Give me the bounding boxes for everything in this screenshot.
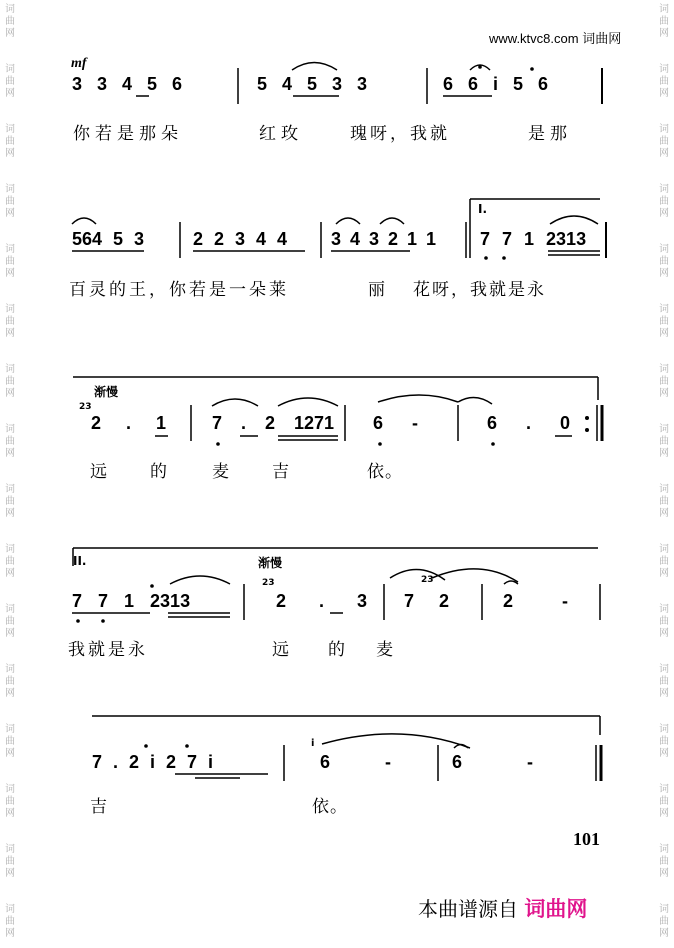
watermark-char: 词 bbox=[5, 664, 15, 675]
watermark-char: 曲 bbox=[659, 616, 669, 627]
slur bbox=[212, 399, 258, 406]
slur bbox=[336, 218, 360, 224]
watermark-char: 曲 bbox=[5, 856, 15, 867]
watermark-char: 曲 bbox=[659, 736, 669, 747]
watermark-char: 网 bbox=[5, 568, 15, 579]
slur bbox=[278, 398, 338, 406]
line3-lyric-b: 的 bbox=[150, 462, 168, 482]
watermark-char: 词 bbox=[5, 364, 15, 375]
watermark-char: 曲 bbox=[659, 916, 669, 927]
line5-measure2: 6 - bbox=[320, 752, 392, 772]
watermark-char: 词 bbox=[5, 4, 15, 15]
watermark-char: 词 bbox=[659, 544, 669, 555]
site-name[interactable]: 词曲网 bbox=[582, 31, 622, 46]
line4-lyric-a: 我就是永 bbox=[68, 640, 148, 660]
watermark-char: 网 bbox=[659, 88, 669, 99]
watermark-char: 词 bbox=[659, 904, 669, 915]
watermark-char: 词 bbox=[5, 184, 15, 195]
watermark-char: 网 bbox=[659, 688, 669, 699]
watermark-char: 词 bbox=[5, 64, 15, 75]
octave-dot bbox=[150, 584, 154, 588]
slur bbox=[72, 218, 96, 224]
watermark-char: 网 bbox=[659, 28, 669, 39]
repeat-dot bbox=[585, 428, 589, 432]
line4-grace-notes-a: 23 bbox=[262, 578, 275, 588]
watermark-char: 词 bbox=[5, 724, 15, 735]
line5-lyric-b: 依。 bbox=[312, 797, 348, 817]
repeat-dot bbox=[585, 416, 589, 420]
line4-measure4: 2 - bbox=[503, 591, 569, 611]
line4-measure3: 7 2 bbox=[404, 591, 450, 611]
watermark-char: 曲 bbox=[5, 256, 15, 267]
watermark-char: 词 bbox=[5, 124, 15, 135]
line4-lyric-b: 远 bbox=[272, 640, 290, 660]
slur bbox=[458, 397, 492, 404]
slur bbox=[390, 569, 445, 580]
line1-lyric-a: 你若是那朵 bbox=[73, 124, 183, 144]
watermark-char: 网 bbox=[659, 508, 669, 519]
watermark-char: 曲 bbox=[5, 796, 15, 807]
site-url[interactable]: www.ktvc8.com bbox=[489, 31, 579, 46]
octave-dot bbox=[491, 442, 495, 446]
line3-lyric-c: 麦 bbox=[212, 462, 230, 482]
watermark-char: 曲 bbox=[659, 436, 669, 447]
watermark-char: 词 bbox=[5, 244, 15, 255]
source-label: 本曲谱源自 bbox=[418, 897, 518, 921]
slur bbox=[170, 576, 230, 584]
watermark-char: 网 bbox=[5, 808, 15, 819]
line1-measure3: 6 6 i 5 6 bbox=[443, 74, 549, 94]
watermark-char: 网 bbox=[5, 628, 15, 639]
watermark-char: 曲 bbox=[5, 436, 15, 447]
watermark-char: 词 bbox=[659, 424, 669, 435]
dynamics-mark: mf bbox=[71, 56, 87, 71]
volta-second-label: II. bbox=[73, 554, 87, 568]
watermark-char: 网 bbox=[659, 148, 669, 159]
watermark-char: 词 bbox=[659, 604, 669, 615]
octave-dot bbox=[484, 256, 488, 260]
watermark-char: 网 bbox=[5, 88, 15, 99]
octave-dot bbox=[76, 619, 80, 623]
octave-dot bbox=[378, 442, 382, 446]
line3-measure3: 6 - bbox=[373, 413, 419, 433]
page-number: 101 bbox=[573, 829, 600, 849]
watermark-char: 词 bbox=[5, 784, 15, 795]
watermark-char: 词 bbox=[659, 784, 669, 795]
watermark-char: 曲 bbox=[5, 76, 15, 87]
source-brand[interactable]: 词曲网 bbox=[524, 897, 588, 921]
watermark-char: 曲 bbox=[5, 316, 15, 327]
watermark-char: 网 bbox=[5, 748, 15, 759]
line1-lyric-b: 红玫 bbox=[259, 124, 303, 144]
watermark-char: 词 bbox=[5, 424, 15, 435]
slur bbox=[380, 218, 404, 224]
watermark-char: 词 bbox=[659, 304, 669, 315]
watermark-char: 曲 bbox=[659, 76, 669, 87]
octave-dot bbox=[185, 744, 189, 748]
watermark-char: 网 bbox=[659, 928, 669, 939]
watermark-char: 词 bbox=[5, 304, 15, 315]
watermark-char: 网 bbox=[5, 148, 15, 159]
line3-measure1: 2 . 1 bbox=[91, 413, 167, 433]
line1-lyric-d: 是那 bbox=[528, 124, 572, 144]
line2-measure4: 7 7 1 2313 bbox=[480, 229, 587, 249]
watermark-char: 词 bbox=[659, 64, 669, 75]
line5-measure3: 6 - bbox=[452, 752, 534, 772]
line2-measure1: 564 5 3 bbox=[72, 229, 145, 249]
watermark-char: 网 bbox=[5, 508, 15, 519]
watermark-char: 词 bbox=[659, 664, 669, 675]
watermark-char: 词 bbox=[659, 364, 669, 375]
watermark-char: 曲 bbox=[5, 196, 15, 207]
watermark-char: 网 bbox=[659, 328, 669, 339]
octave-dot bbox=[101, 619, 105, 623]
slur bbox=[322, 734, 470, 748]
watermark-char: 词 bbox=[659, 184, 669, 195]
watermark-char: 网 bbox=[659, 268, 669, 279]
watermark-char: 网 bbox=[659, 208, 669, 219]
watermark-char: 曲 bbox=[5, 676, 15, 687]
watermark-char: 网 bbox=[5, 268, 15, 279]
octave-dot bbox=[216, 442, 220, 446]
volta-first-label: I. bbox=[478, 202, 488, 216]
watermark-char: 网 bbox=[659, 808, 669, 819]
watermark-char: 词 bbox=[659, 484, 669, 495]
line4-measure2: 2 . 3 bbox=[276, 591, 368, 611]
line2-lyric-b: 丽 bbox=[368, 280, 386, 300]
watermark-char: 曲 bbox=[5, 136, 15, 147]
line2-measure3: 3 4 3 2 1 1 bbox=[331, 229, 437, 249]
watermark-char: 网 bbox=[5, 208, 15, 219]
line5-grace-note: i bbox=[311, 738, 315, 749]
watermark-char: 词 bbox=[5, 904, 15, 915]
watermark-char: 网 bbox=[5, 388, 15, 399]
watermark-char: 曲 bbox=[659, 796, 669, 807]
watermark-char: 曲 bbox=[659, 136, 669, 147]
line4-tempo-mark: 渐慢 bbox=[258, 556, 283, 570]
watermark-char: 曲 bbox=[5, 616, 15, 627]
line4-lyric-c: 的 bbox=[328, 640, 346, 660]
line3-lyric-e: 依。 bbox=[367, 462, 403, 482]
watermark-char: 网 bbox=[5, 868, 15, 879]
watermark-char: 网 bbox=[659, 628, 669, 639]
watermark-char: 网 bbox=[5, 448, 15, 459]
octave-dot bbox=[144, 744, 148, 748]
line1-measure1: 3 3 4 5 6 bbox=[72, 74, 183, 94]
line2-measure2: 2 2 3 4 4 bbox=[193, 229, 288, 249]
line3-tempo-mark: 渐慢 bbox=[94, 385, 119, 399]
watermark-char: 曲 bbox=[5, 736, 15, 747]
line2-lyric-a: 百灵的王，你若是一朵莱 bbox=[69, 280, 289, 300]
line2-lyric-c: 花呀，我就是永 bbox=[413, 280, 546, 300]
watermark-char: 曲 bbox=[5, 16, 15, 27]
line5-measure1: 7 . 2 i 2 7 i bbox=[92, 752, 214, 772]
line4-lyric-d: 麦 bbox=[376, 640, 394, 660]
watermark-char: 词 bbox=[659, 4, 669, 15]
line1-measure2: 5 4 5 3 3 bbox=[257, 74, 368, 94]
slur bbox=[292, 63, 337, 71]
watermark-char: 曲 bbox=[659, 196, 669, 207]
watermark-char: 曲 bbox=[659, 556, 669, 567]
line3-lyric-d: 吉 bbox=[272, 462, 290, 482]
line4-measure1: 7 7 1 2313 bbox=[72, 591, 191, 611]
watermark-char: 网 bbox=[5, 328, 15, 339]
line3-grace-notes: 23 bbox=[79, 402, 92, 412]
slur bbox=[550, 216, 598, 224]
watermark-char: 曲 bbox=[659, 376, 669, 387]
watermark-char: 曲 bbox=[659, 256, 669, 267]
watermark-char: 曲 bbox=[5, 556, 15, 567]
watermark-char: 曲 bbox=[5, 496, 15, 507]
watermark-char: 曲 bbox=[5, 376, 15, 387]
watermark-char: 曲 bbox=[659, 16, 669, 27]
line5-lyric-a: 吉 bbox=[90, 797, 108, 817]
watermark-char: 词 bbox=[5, 844, 15, 855]
watermark-char: 词 bbox=[659, 124, 669, 135]
fermata bbox=[454, 745, 468, 749]
watermark-char: 曲 bbox=[659, 316, 669, 327]
watermark-char: 词 bbox=[5, 484, 15, 495]
watermark-char: 网 bbox=[659, 568, 669, 579]
watermark-char: 曲 bbox=[5, 916, 15, 927]
slur bbox=[378, 395, 458, 402]
watermark-char: 网 bbox=[5, 28, 15, 39]
watermark-char: 网 bbox=[659, 388, 669, 399]
octave-dot bbox=[530, 67, 534, 71]
watermark-char: 曲 bbox=[659, 676, 669, 687]
line3-measure4: 6 . 0 bbox=[487, 413, 571, 433]
watermark-char: 曲 bbox=[659, 856, 669, 867]
line1-lyric-c: 瑰呀，我就 bbox=[350, 124, 450, 144]
watermark-char: 词 bbox=[5, 604, 15, 615]
watermark-char: 网 bbox=[659, 868, 669, 879]
watermark-char: 网 bbox=[659, 748, 669, 759]
octave-dot bbox=[478, 65, 482, 69]
watermark-char: 网 bbox=[5, 928, 15, 939]
octave-dot bbox=[502, 256, 506, 260]
watermark-char: 词 bbox=[659, 244, 669, 255]
line3-lyric-a: 远 bbox=[90, 462, 108, 482]
watermark-char: 曲 bbox=[659, 496, 669, 507]
watermark-char: 网 bbox=[659, 448, 669, 459]
watermark-char: 网 bbox=[5, 688, 15, 699]
line3-measure2: 7 . 2 1271 bbox=[212, 413, 335, 433]
line4-grace-notes-b: 23 bbox=[421, 575, 434, 585]
watermark-char: 词 bbox=[659, 724, 669, 735]
watermark-char: 词 bbox=[5, 544, 15, 555]
watermark-char: 词 bbox=[659, 844, 669, 855]
